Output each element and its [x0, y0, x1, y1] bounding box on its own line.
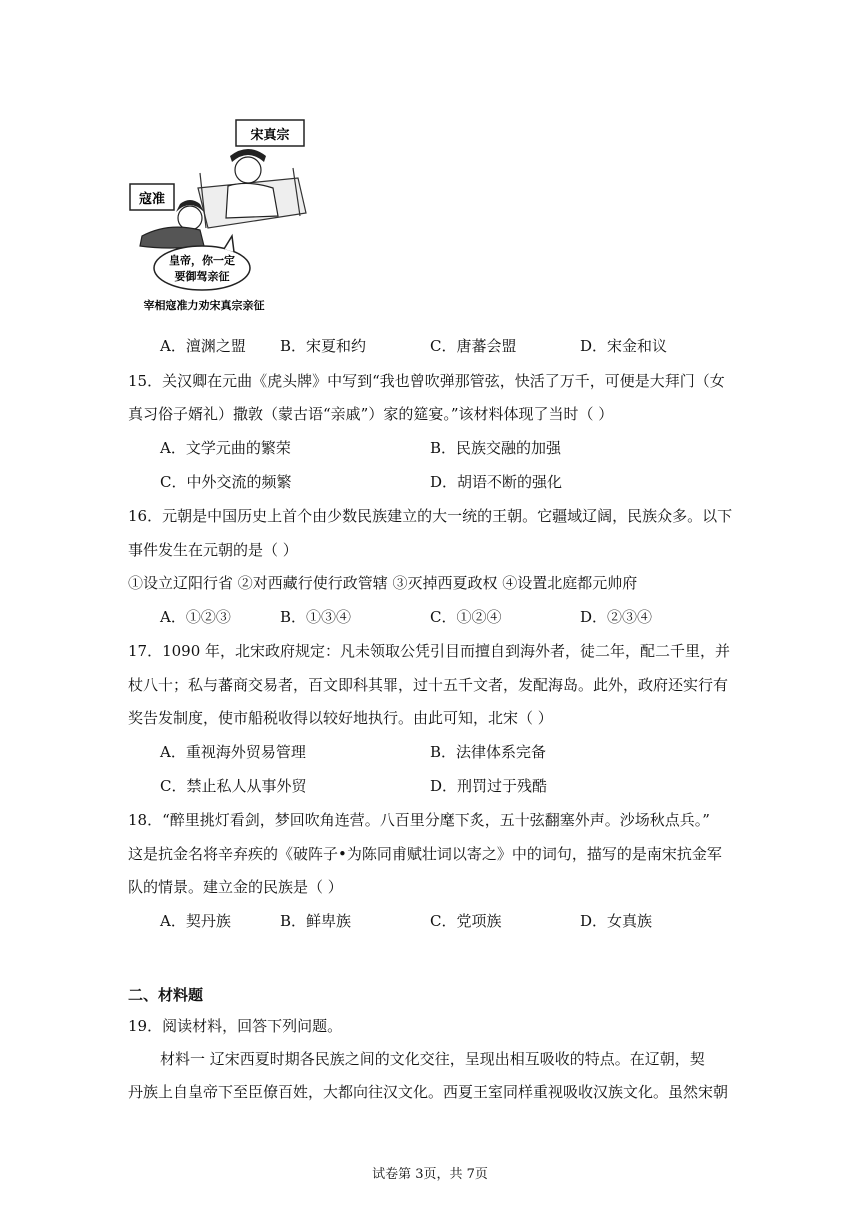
- q17-stem-line-2: 杖八十；私与蕃商交易者，百文即科其罪，过十五千文者，发配海岛。此外，政府还实行有: [128, 676, 729, 694]
- q17-option-a: A．重视海外贸易管理: [160, 743, 306, 761]
- q16-option-c: C．①②④: [430, 608, 502, 626]
- q17-stem-line-3: 奖告发制度，使市船税收得以较好地执行。由此可知，北宋（ ）: [128, 709, 553, 727]
- speech-bubble: [154, 246, 250, 290]
- speech-line-2: 要御驾亲征: [174, 270, 230, 283]
- q17-option-d: D．刑罚过于残酷: [430, 777, 548, 795]
- q16-stem-line-2: 事件发生在元朝的是（ ）: [128, 541, 298, 559]
- minister-head: [178, 206, 202, 230]
- q14-option-c: C．唐蕃会盟: [430, 337, 517, 355]
- q15-option-a: A．文学元曲的繁荣: [160, 439, 291, 457]
- q18-option-b: B．鲜卑族: [280, 912, 352, 930]
- q18-stem-line-1: 18．“醉里挑灯看剑，梦回吹角连营。八百里分麾下炙，五十弦翻塞外声。沙场秋点兵。”: [128, 811, 710, 829]
- speech-line-1: 皇帝，你一定: [169, 254, 235, 267]
- q19-material-line-1: 材料一 辽宋西夏时期各民族之间的文化交往，呈现出相互吸收的特点。在辽朝，契: [160, 1050, 705, 1068]
- q14-option-a: A．澶渊之盟: [160, 337, 246, 355]
- q15-option-b: B．民族交融的加强: [430, 439, 562, 457]
- q19-material-line-2: 丹族上自皇帝下至臣僚百姓，大都向往汉文化。西夏王室同样重视吸收汉族文化。虽然宋朝: [128, 1083, 729, 1101]
- q15-stem-line-2: 真习俗子婿礼）撒敦（蒙古语“亲戚”）家的筵宴。”该材料体现了当时（ ）: [128, 405, 614, 423]
- page-footer: 试卷第 3页，共 7页: [372, 1167, 488, 1182]
- q18-option-a: A．契丹族: [160, 912, 231, 930]
- q17-option-c: C．禁止私人从事外贸: [160, 777, 307, 795]
- q16-stem-line-1: 16．元朝是中国历史上首个由少数民族建立的大一统的王朝。它疆域辽阔，民族众多。以下: [128, 507, 733, 525]
- minister-label: 寇准: [138, 192, 166, 207]
- section-title: 二、材料题: [128, 986, 204, 1004]
- q16-option-d: D．②③④: [580, 608, 653, 626]
- q14-option-d: D．宋金和议: [580, 337, 668, 355]
- q16-option-a: A．①②③: [160, 608, 231, 626]
- q16-option-b: B．①③④: [280, 608, 352, 626]
- q15-option-c: C．中外交流的频繁: [160, 473, 292, 491]
- q18-stem-line-3: 队的情景。建立金的民族是（ ）: [128, 878, 343, 896]
- q16-statements: ①设立辽阳行省 ②对西藏行使行政管辖 ③灭掉西夏政权 ④设置北庭都元帅府: [128, 574, 638, 592]
- q18-option-d: D．女真族: [580, 912, 653, 930]
- q17-option-b: B．法律体系完备: [430, 743, 547, 761]
- q15-option-d: D．胡语不断的强化: [430, 473, 563, 491]
- minister-robe: [140, 227, 204, 248]
- emperor-head: [235, 157, 261, 183]
- q18-option-c: C．党项族: [430, 912, 502, 930]
- emperor-robe: [226, 183, 278, 218]
- illustration-drawing: [128, 118, 308, 318]
- figure-caption: 宰相寇准力劝宋真宗亲征: [143, 299, 265, 312]
- q14-option-b: B．宋夏和约: [280, 337, 367, 355]
- q19-stem: 19．阅读材料，回答下列问题。: [128, 1017, 343, 1035]
- q17-stem-line-1: 17．1090 年，北宋政府规定：凡未领取公凭引目而擅自到海外者，徒二年，配二千里，并: [128, 642, 731, 660]
- q18-stem-line-2: 这是抗金名将辛弃疾的《破阵子•为陈同甫赋壮词以寄之》中的词句，描写的是南宋抗金军: [128, 845, 722, 863]
- illustration-kou-zhun-persuading-emperor: [128, 118, 308, 318]
- q15-stem-line-1: 15．关汉卿在元曲《虎头牌》中写到“我也曾吹弹那管弦，快活了万千，可便是大拜门（女: [128, 372, 725, 390]
- emperor-label: 宋真宗: [250, 128, 290, 143]
